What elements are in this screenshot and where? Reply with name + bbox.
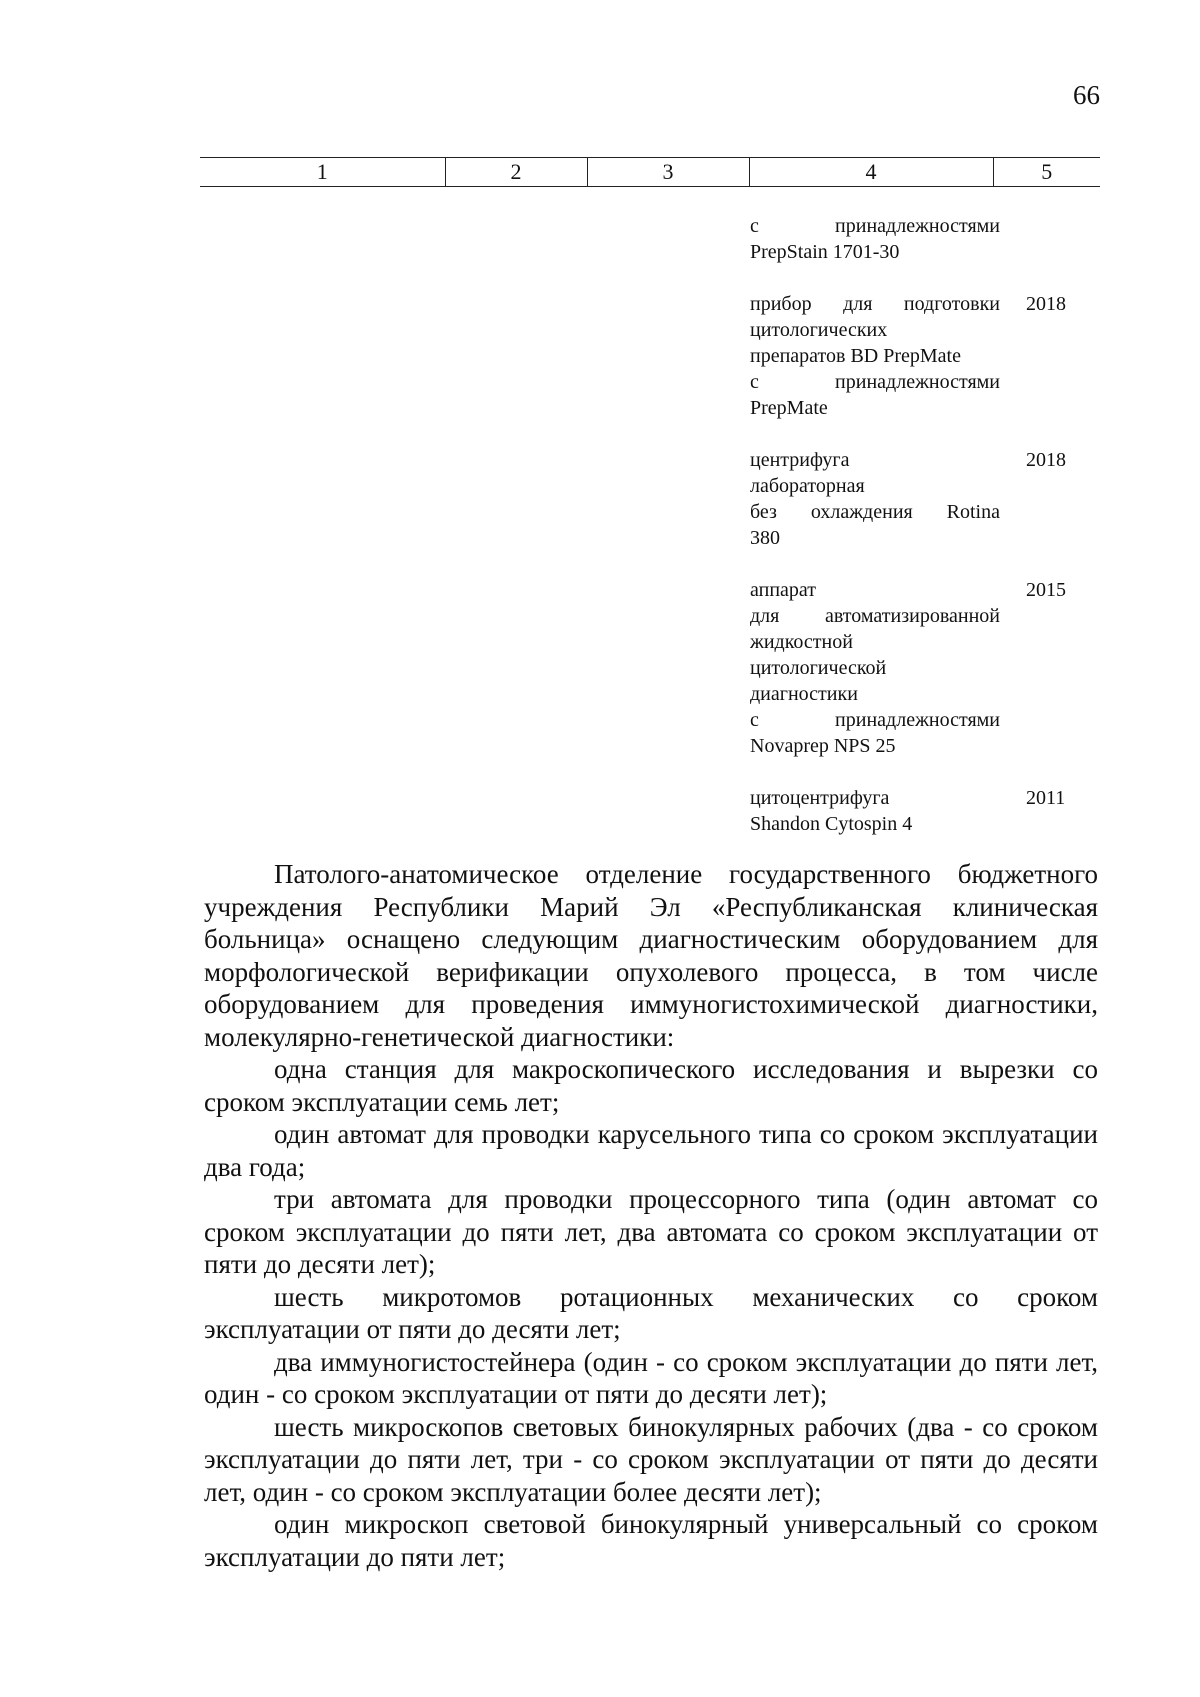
description-line: жидкостной: [750, 631, 853, 653]
equipment-list: [750, 213, 1100, 863]
equipment-description: [750, 785, 1000, 837]
column-number-1: 1: [200, 158, 445, 187]
description-line: Novaprep NPS 25: [750, 735, 896, 757]
description-line: цитологической: [750, 657, 887, 679]
equipment-row: [750, 291, 1100, 421]
column-number-5: 5: [993, 158, 1100, 187]
description-line: препаратов BD PrepMate: [750, 345, 961, 367]
equipment-row: [750, 213, 1100, 265]
list-paragraph: три автомата для проводки процессорного типа (один автомат со сроком эксплуатации до пяти лет, два автомата со сроком эксплуатации от пяти до десяти лет);: [204, 1184, 1098, 1279]
description-line: с принадлежностями: [750, 215, 1000, 237]
description-line: PrepStain 1701-30: [750, 241, 900, 263]
description-line: без охлаждения Rotina: [750, 501, 1000, 523]
description-line: цитологических: [750, 319, 888, 341]
equipment-row: [750, 577, 1100, 759]
description-line: PrepMate: [750, 397, 828, 419]
description-line: для автоматизированной: [750, 605, 1000, 627]
table-header: [200, 157, 1100, 187]
column-number-3: 3: [587, 158, 749, 187]
equipment-description: [750, 291, 1000, 421]
description-line: Shandon Cytospin 4: [750, 813, 913, 835]
description-line: цитоцентрифуга: [750, 787, 890, 809]
intro-paragraph: Патолого-анатомическое отделение государственного бюджетного учреждения Республики Марий Эл «Республиканская клиническая больница» оснащено следующим диагностическим оборудованием для морфологической верификации опухолевого процесса, в том числе оборудованием для проведения иммуногистохимической диагностики, молекулярно-генетической диагностики:: [204, 859, 1098, 1052]
equipment-row: [750, 785, 1100, 837]
column-number-4: 4: [749, 158, 993, 187]
description-line: центрифуга: [750, 449, 850, 471]
description-line: лабораторная: [750, 475, 865, 497]
page-number: 66: [1073, 80, 1100, 110]
equipment-description: [750, 577, 1000, 759]
equipment-description: [750, 447, 1000, 551]
description-line: с принадлежностями: [750, 371, 1000, 393]
description-line: с принадлежностями: [750, 709, 1000, 731]
equipment-year: 2018: [1026, 293, 1066, 315]
equipment-year: 2011: [1026, 787, 1066, 809]
equipment-year: 2015: [1026, 579, 1066, 601]
column-number-2: 2: [445, 158, 587, 187]
equipment-description: [750, 213, 1000, 265]
list-paragraph: шесть микроскопов световых бинокулярных рабочих (два - со сроком эксплуатации до пяти лет, три - со сроком эксплуатации от пяти до десяти лет, один - со сроком эксплуатации более десяти лет);: [204, 1411, 1098, 1507]
list-paragraph: два иммуногистостейнера (один - со сроком эксплуатации до пяти лет, один - со сроком эксплуатации от пяти до десяти лет);: [204, 1346, 1098, 1409]
description-line: прибор для подготовки: [750, 293, 1000, 315]
list-paragraph: один автомат для проводки карусельного типа со сроком эксплуатации два года;: [204, 1119, 1098, 1182]
equipment-year: 2018: [1026, 449, 1066, 471]
list-paragraph: одна станция для макроскопического исследования и вырезки со сроком эксплуатации семь лет;: [204, 1054, 1098, 1117]
list-paragraph: один микроскоп световой бинокулярный универсальный со сроком эксплуатации до пяти лет;: [204, 1509, 1098, 1572]
description-line: 380: [750, 527, 780, 549]
description-line: диагностики: [750, 683, 858, 705]
list-paragraph: шесть микротомов ротационных механических со сроком эксплуатации от пяти до десяти лет;: [204, 1281, 1098, 1344]
description-line: аппарат: [750, 579, 816, 601]
body-text: [204, 858, 1098, 1573]
equipment-row: [750, 447, 1100, 551]
